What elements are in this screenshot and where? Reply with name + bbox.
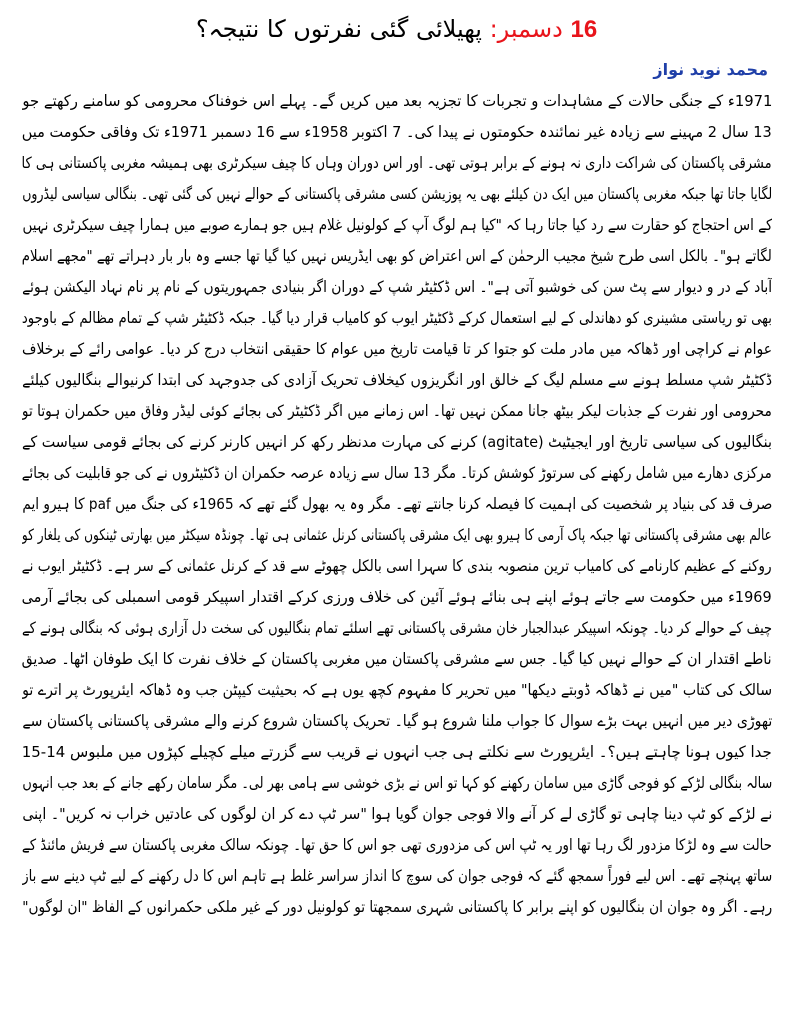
article-line xyxy=(22,303,772,334)
article-line-text: مشرقی پاکستان کی شراکت داری نہ ہونے کے برابر ہوتی تھی۔ اور اس دوران وہاں کا چیف سیکرٹری بھی ہمیشہ مغربی پاکستانی ہی کا xyxy=(22,154,772,172)
article-line-text: تھوڑی دیر میں انہیں بہت بڑے سوال کا جواب ملنا شروع ہو گیا۔ تحریک پاکستان شروع کرنے والے مشرقی پاکستانی پاکستان سے xyxy=(22,712,772,730)
article-line-text: آباد کے در و دیوار سے پٹ سن کی خوشبو آتی ہے"۔ اس ڈکٹیٹر شپ کے دوران اگر بنیادی جمہوریتوں کے نام پر نام نہاد الیکشن ہوئے xyxy=(22,278,772,296)
article-line xyxy=(22,582,772,613)
article-body xyxy=(22,86,772,1021)
article-line xyxy=(22,427,772,458)
article-line xyxy=(22,768,772,799)
article-line-text: بھی تو ریاستی مشینری کو دھاندلی کے لیے استعمال کرکے ڈکٹیٹر ایوب کو کامیاب قرار دیا گیا۔ جبکہ ڈکٹیٹر شپ کے تمام مظالم کے باوجود xyxy=(22,309,772,327)
article-line-text: 13 سال 2 مہینے سے زیادہ غیر نمائندہ حکومتوں نے پیدا کی۔ 7 اکتوبر 1958ء سے 16 دسمبر 1971ء تک وفاقی حکومت میں xyxy=(22,123,772,141)
article-line xyxy=(22,272,772,303)
title-month: دسمبر: xyxy=(489,15,563,43)
article-line xyxy=(22,613,772,644)
article-line xyxy=(22,334,772,365)
article-line-text: بنگالیوں کی سیاسی تاریخ اور ایجیٹیٹ (agitate) کرنے کی مہارت مدنظر رکھ کر انہیں کارنر کرنے کی بجائے قومی سیاست کے xyxy=(22,433,772,451)
article-line-text: حالت سے وہ لڑکا مزدور لگ رہا تھا اور یہ ٹپ اس کی مزدوری تھی جو اس کا حق تھا۔ چونکہ سالک مغربی پاکستان سے فریش مائنڈ کے xyxy=(22,836,772,854)
article-line xyxy=(22,830,772,861)
article-line xyxy=(22,861,772,892)
article-line-text: ناطے اقتدار ان کے حوالے نہیں کیا گیا۔ جس سے مشرقی پاکستان میں مغربی پاکستان کے خلاف نفرت کا ایک طوفان اٹھا۔ صدیق xyxy=(22,650,772,668)
article-line-text: ساتھ پہنچے تھے۔ اس لیے فوراً سمجھ گئے کہ فوجی جوان کی سوچ کا انداز سراسر غلط ہے تاہم اس کا دل رکھنے کے لیے ٹپ دینے سے باز xyxy=(22,867,772,885)
article-line xyxy=(22,117,772,148)
title-text: پھیلائی گئی نفرتوں کا نتیجہ؟ xyxy=(195,15,482,43)
article-line xyxy=(22,737,772,768)
article-line-text: روکنے کے عظیم کارنامے کی کامیاب ترین منصوبہ بندی کا سہرا اسی بالکل چھوٹے سے قد کے کرنل عثمانی کے سر ہے۔ ڈکٹیٹر ایوب نے xyxy=(22,557,772,575)
article-line-text: 1971ء کے جنگی حالات کے مشاہدات و تجربات کا تجزیہ بعد میں کریں گے۔ پہلے اس خوفناک محرومی کو سامنے رکھتے جو xyxy=(22,92,772,110)
article-line xyxy=(22,706,772,737)
article-line xyxy=(22,892,772,923)
article-title xyxy=(0,12,793,47)
article-line-text: چیف کے حوالے کر دیا۔ چونکہ اسپیکر عبدالجبار خان مشرقی پاکستانی تھے اسلئے تمام بنگالیوں کی سخت دل آزاری ہوئی کہ بنگالی ہونے کے xyxy=(22,619,772,637)
article-line-text: کے اس احتجاج کو حقارت سے رد کیا جاتا رہا کہ "کیا ہم لوگ آپ کے کولونیل غلام ہیں جو ہمارے صوبے میں ہمارا چیف سیکرٹری نہیں xyxy=(22,216,772,234)
article-line-text: سالک کی کتاب "میں نے ڈھاکہ ڈوبتے دیکھا" میں تحریر کا مفہوم کچھ یوں ہے کہ بحیثیت کیپٹن جب وہ ڈھاکہ ایئرپورٹ پر اترے تو xyxy=(22,681,772,699)
article-line-text: عوام نے کراچی اور ڈھاکہ میں مادر ملت کو جتوا کر تا قیامت تاریخ میں عوام کا حقیقی انتخاب درج کر دیا۔ عوامی رائے کے برخلاف xyxy=(22,340,772,358)
article-line xyxy=(22,458,772,489)
article-line-text: نے لڑکے کو ٹپ دینا چاہی تو گاڑی لے کر آنے والا فوجی جوان گویا ہوا "سر ٹپ دے کر ان لوگوں کی عادتیں خراب نہ کریں"۔ اپنی xyxy=(22,805,772,823)
article-line xyxy=(22,520,772,551)
article-line-text: صرف قد کی بنیاد پر شخصیت کی اہمیت کا فیصلہ کرنا جانتے تھے۔ مگر وہ یہ بھول گئے تھے کہ 1965ء کی جنگ میں paf کا ہیرو ایم xyxy=(22,495,772,513)
article-line xyxy=(22,675,772,706)
author-name: محمد نوید نواز xyxy=(653,60,768,79)
article-line-text: مرکزی دھارے میں شامل رکھنے کی سرتوڑ کوشش کرتا۔ مگر 13 سال سے زیادہ عرصہ حکمران ان ڈکٹیٹروں نے کی جو قابلیت کی بجائے xyxy=(22,464,772,482)
article-line-text: رہے۔ اگر وہ جوان ان بنگالیوں کو اپنے برابر کا پاکستانی شہری سمجھتا تو کولونیل دور کے غیر ملکی حکمرانوں کے الفاظ "ان لوگوں" xyxy=(22,898,772,916)
article-line-text: 1969ء میں حکومت سے جاتے ہوئے اپنے ہی بنائے ہوئے آئین کی خلاف ورزی کرکے اقتدار اسپیکر قومی اسمبلی کی بجائے آرمی xyxy=(22,588,772,606)
article-line xyxy=(22,86,772,117)
article-line xyxy=(22,644,772,675)
article-line xyxy=(22,241,772,272)
article-line-text: عالم بھی مشرقی پاکستانی تھا جبکہ پاک آرمی کا ہیرو بھی ایک مشرقی پاکستانی کرنل عثمانی ہی تھا۔ چونڈہ سیکٹر میں بھارتی ٹینکوں کی یلغار کو xyxy=(22,526,772,544)
article-line-text: محرومی اور نفرت کے جذبات لیکر بیٹھ جانا ممکن نہیں تھا۔ اس زمانے میں اگر ڈکٹیٹر کی بجائے کوئی لیڈر وفاق میں حکمران ہوتا تو xyxy=(22,402,772,420)
article-line-text: سالہ بنگالی لڑکے کو فوجی گاڑی میں سامان رکھنے کو کہا تو اس نے بڑی خوشی سے ہامی بھر لی۔ مگر سامان رکھے جانے کے بعد جب انہوں xyxy=(22,774,772,792)
article-line xyxy=(22,179,772,210)
title-date-number: 16 xyxy=(570,16,598,43)
article-line-text: لگایا جاتا تھا جبکہ مغربی پاکستان میں ایک دن کیلئے بھی یہ پوزیشن کسی مشرقی پاکستانی کے حوالے نہیں کی گئی تھی۔ بنگالی سیاسی لیڈروں xyxy=(22,185,772,203)
article-line xyxy=(22,489,772,520)
article-line xyxy=(22,365,772,396)
article-line-text: لگاتے ہو"۔ بالکل اسی طرح شیخ مجیب الرحمٰن کے اس اعتراض کو بھی ایڈریس نہیں کیا گیا تھا جسے وہ بار بار دہراتے تھے "مجھے اسلام xyxy=(22,247,772,265)
article-line xyxy=(22,396,772,427)
article-line-text: جدا کیوں ہونا چاہتے ہیں؟۔ ایئرپورٹ سے نکلتے ہی جب انہوں نے قریب سے گزرتے میلے کچیلے کپڑوں میں ملبوس 14-15 xyxy=(22,743,772,761)
article-line xyxy=(22,551,772,582)
article-line xyxy=(22,799,772,830)
article-line xyxy=(22,148,772,179)
article-line xyxy=(22,210,772,241)
article-line-text: ڈکٹیٹر شپ مسلط ہونے سے مسلم لیگ کے خالق اور انگریزوں کیخلاف تحریک آزادی کی جدوجہد کی ابتدا کرنیوالے بنگالیوں کیلئے xyxy=(22,371,772,389)
